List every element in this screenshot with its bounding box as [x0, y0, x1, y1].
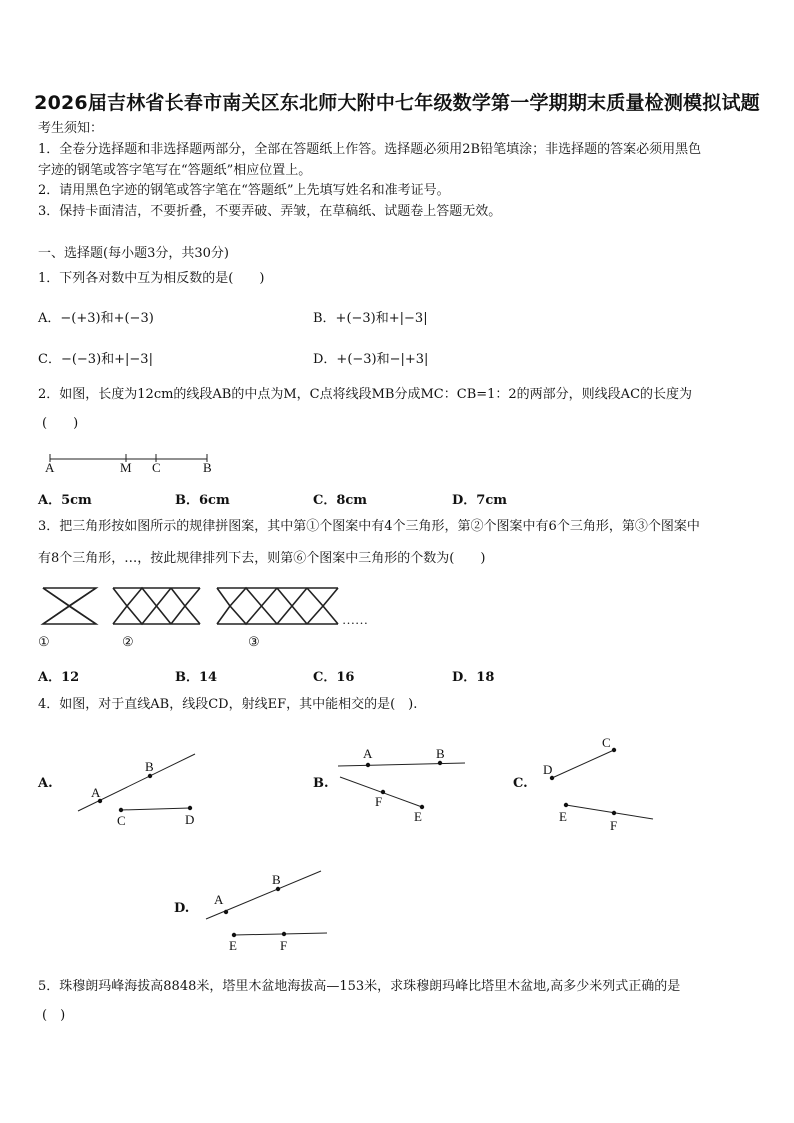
- q4d-label-e: E: [229, 938, 237, 953]
- q2-label-m: M: [120, 460, 132, 475]
- q3-option-b[interactable]: B．14: [175, 670, 218, 685]
- q4-option-d-label[interactable]: D.: [174, 901, 190, 916]
- q1-option-d[interactable]: D．+(−3)和−|+3|: [313, 352, 429, 367]
- q4c-label-c: C: [602, 735, 611, 750]
- q3-fig-label-2: ②: [122, 634, 134, 649]
- q3-ellipsis: ……: [342, 612, 368, 627]
- q4a-label-a: A: [91, 785, 101, 800]
- q3-fig-label-1: ①: [38, 634, 50, 649]
- q4b-label-e: E: [414, 809, 422, 824]
- q3-stem-line2: 有8个三角形，…，按此规律排列下去，则第⑥个图案中三角形的个数为( ): [38, 551, 486, 566]
- q4-figure-a: [70, 745, 270, 845]
- q4a-label-d: D: [185, 812, 195, 827]
- q1-option-a[interactable]: A．−(+3)和+(−3): [38, 311, 154, 326]
- q1-option-b[interactable]: B．+(−3)和+|−3|: [313, 311, 428, 326]
- q3-option-a[interactable]: A．12: [38, 670, 80, 685]
- q5-stem-line2: ( ): [42, 1008, 66, 1023]
- page-title: 2026届吉林省长春市南关区东北师大附中七年级数学第一学期期末质量检测模拟试题: [34, 92, 760, 114]
- q4a-label-c: C: [117, 813, 126, 828]
- q3-option-d[interactable]: D．18: [452, 670, 495, 685]
- q4-figure-b: [330, 740, 530, 840]
- notice-item-1-cont: 字迹的钢笔或答字笔写在“答题纸”相应位置上。: [38, 163, 312, 178]
- q2-label-b: B: [203, 460, 212, 475]
- q2-option-a[interactable]: A．5cm: [38, 493, 92, 508]
- notice-item-2: 2．请用黑色字迹的钢笔或答字笔在“答题纸”上先填写姓名和准考证号。: [38, 183, 450, 198]
- q4-option-c-label[interactable]: C.: [513, 776, 528, 791]
- q4-stem: 4．如图，对于直线AB，线段CD，射线EF，其中能相交的是( ).: [38, 697, 418, 712]
- q2-stem-line1: 2．如图，长度为12cm的线段AB的中点为M，C点将线段MB分成MC：CB=1：2的两部分，则线段AC的长度为: [38, 387, 693, 402]
- q4-figure-d: [200, 860, 400, 960]
- q4-figure-c: [540, 735, 740, 835]
- notice-item-3: 3．保持卡面清洁，不要折叠，不要弄破、弄皱，在草稿纸、试题卷上答题无效。: [38, 204, 502, 219]
- q4d-label-a: A: [214, 892, 224, 907]
- q5-stem-line1: 5．珠穆朗玛峰海拔高8848米，塔里木盆地海拔高—153米，求珠穆朗玛峰比塔里木盆地,高多少米列式正确的是: [38, 979, 681, 994]
- q4d-label-f: F: [280, 938, 288, 953]
- q2-option-b[interactable]: B．6cm: [175, 493, 230, 508]
- q4c-label-e: E: [559, 809, 567, 824]
- q3-triangle-pattern-figure: [0, 582, 794, 652]
- q4b-label-b: B: [436, 746, 445, 761]
- q4b-label-a: A: [363, 746, 373, 761]
- q4a-label-b: B: [145, 759, 154, 774]
- q4-option-a-label[interactable]: A.: [38, 776, 53, 791]
- notice-heading: 考生须知：: [38, 121, 104, 136]
- q4-option-b-label[interactable]: B.: [313, 776, 329, 791]
- q4d-label-b: B: [272, 872, 281, 887]
- q2-stem-line2: ( ): [42, 416, 79, 431]
- q2-option-c[interactable]: C．8cm: [313, 493, 368, 508]
- q2-label-c: C: [152, 460, 161, 475]
- q3-stem-line1: 3．把三角形按如图所示的规律拼图案，其中第①个图案中有4个三角形，第②个图案中有6个三角形，第③个图案中: [38, 519, 700, 534]
- q2-segment-figure: [0, 448, 794, 488]
- notice-item-1: 1．全卷分选择题和非选择题两部分，全部在答题纸上作答。选择题必须用2B铅笔填涂；非选择题的答案必须用黑色: [38, 142, 702, 157]
- q1-stem: 1．下列各对数中互为相反数的是( ): [38, 271, 265, 286]
- q4b-label-f: F: [375, 794, 383, 809]
- q2-label-a: A: [45, 460, 55, 475]
- q4c-label-f: F: [610, 818, 618, 833]
- q1-option-c[interactable]: C．−(−3)和+|−3|: [38, 352, 153, 367]
- q3-fig-label-3: ③: [248, 634, 260, 649]
- section-heading: 一、选择题(每小题3分，共30分): [38, 246, 229, 261]
- q4c-label-d: D: [543, 762, 553, 777]
- q3-option-c[interactable]: C．16: [313, 670, 355, 685]
- q2-option-d[interactable]: D．7cm: [452, 493, 507, 508]
